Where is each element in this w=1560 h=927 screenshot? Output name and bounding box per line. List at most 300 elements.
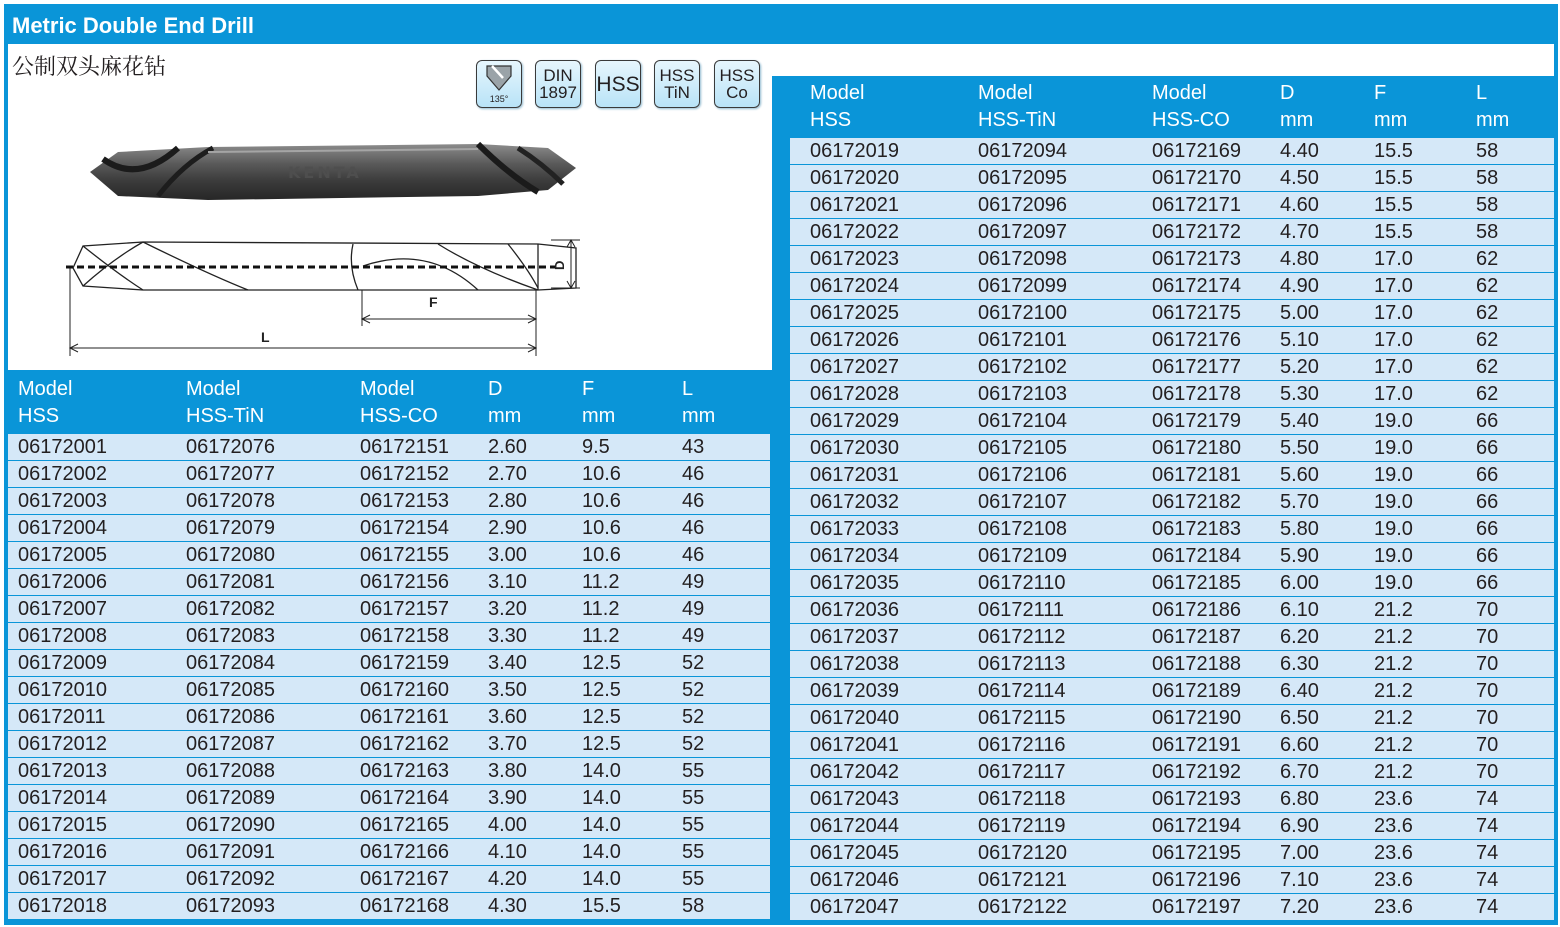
dimension-d-label: D [552,260,567,270]
cell-overall-length-l: 70 [1476,734,1499,756]
cell-model-hss-co: 06172182 [1152,491,1241,513]
cell-overall-length-l: 46 [682,517,705,539]
cell-model-hss: 06172030 [810,437,899,459]
table-row [8,758,770,785]
header-line: L [1476,82,1488,104]
cell-flute-length-f: 15.5 [1374,140,1413,162]
cell-model-hss-co: 06172183 [1152,518,1241,540]
cell-overall-length-l: 74 [1476,815,1499,837]
table-row [790,732,1554,759]
cell-model-hss: 06172038 [810,653,899,675]
cell-model-hss-tin: 06172094 [978,140,1067,162]
cell-model-hss-co: 06172185 [1152,572,1241,594]
header-model-hss-tin [186,376,264,430]
cell-model-hss-tin: 06172112 [978,626,1066,648]
cell-model-hss-co: 06172171 [1152,194,1241,216]
cell-diameter-d: 4.30 [488,895,527,917]
table-row [790,543,1554,570]
cell-flute-length-f: 14.0 [582,760,621,782]
cell-model-hss-tin: 06172121 [978,869,1067,891]
dimension-f-label: F [429,294,438,310]
cell-model-hss-tin: 06172103 [978,383,1067,405]
cell-overall-length-l: 62 [1476,248,1499,270]
cell-diameter-d: 5.90 [1280,545,1319,567]
cell-model-hss-co: 06172152 [360,463,449,485]
cell-diameter-d: 3.90 [488,787,527,809]
table-row [8,596,770,623]
cell-flute-length-f: 12.5 [582,706,621,728]
cell-flute-length-f: 21.2 [1374,653,1413,675]
cell-model-hss: 06172010 [18,679,107,701]
cell-model-hss-co: 06172173 [1152,248,1241,270]
cell-diameter-d: 7.20 [1280,896,1319,918]
cell-model-hss: 06172040 [810,707,899,729]
header-line: F [582,378,595,400]
cell-model-hss: 06172005 [18,544,107,566]
cell-overall-length-l: 46 [682,463,705,485]
cell-flute-length-f: 21.2 [1374,626,1413,648]
cell-model-hss-tin: 06172084 [186,652,275,674]
table-row [790,354,1554,381]
table-row [790,408,1554,435]
cell-overall-length-l: 55 [682,841,705,863]
cell-diameter-d: 6.80 [1280,788,1319,810]
table-row [790,246,1554,273]
cell-model-hss-co: 06172179 [1152,410,1241,432]
cell-model-hss-tin: 06172079 [186,517,275,539]
cell-flute-length-f: 12.5 [582,679,621,701]
cell-flute-length-f: 19.0 [1374,491,1413,513]
cell-overall-length-l: 70 [1476,626,1499,648]
cell-model-hss-tin: 06172087 [186,733,275,755]
cell-model-hss: 06172012 [18,733,107,755]
cell-model-hss: 06172003 [18,490,107,512]
cell-diameter-d: 6.60 [1280,734,1319,756]
cell-overall-length-l: 74 [1476,869,1499,891]
table-row [8,893,770,920]
cell-diameter-d: 5.70 [1280,491,1319,513]
cell-flute-length-f: 19.0 [1374,464,1413,486]
cell-overall-length-l: 66 [1476,437,1499,459]
header-line: HSS-CO [360,405,438,427]
cell-overall-length-l: 58 [1476,194,1499,216]
cell-model-hss: 06172035 [810,572,899,594]
table-row [8,785,770,812]
header-flute-length-f [582,376,615,430]
cell-model-hss-tin: 06172078 [186,490,275,512]
table-row [790,192,1554,219]
header-diameter-d [1280,80,1313,134]
cell-diameter-d: 4.50 [1280,167,1319,189]
cell-flute-length-f: 15.5 [1374,221,1413,243]
cell-diameter-d: 6.00 [1280,572,1319,594]
cell-model-hss-co: 06172196 [1152,869,1241,891]
cell-model-hss-co: 06172177 [1152,356,1241,378]
cell-overall-length-l: 62 [1476,383,1499,405]
cell-model-hss-co: 06172195 [1152,842,1241,864]
cell-flute-length-f: 23.6 [1374,788,1413,810]
cell-model-hss-co: 06172160 [360,679,449,701]
cell-model-hss-co: 06172151 [360,436,449,458]
cell-model-hss-tin: 06172110 [978,572,1066,594]
cell-diameter-d: 5.50 [1280,437,1319,459]
cell-flute-length-f: 15.5 [1374,194,1413,216]
table-row [790,327,1554,354]
cell-flute-length-f: 14.0 [582,841,621,863]
cell-model-hss-co: 06172162 [360,733,449,755]
table-row [8,434,770,461]
table-row [790,705,1554,732]
cell-model-hss: 06172004 [18,517,107,539]
cell-overall-length-l: 58 [1476,221,1499,243]
cell-model-hss-tin: 06172114 [978,680,1066,702]
header-line: L [682,378,694,400]
cell-diameter-d: 5.80 [1280,518,1319,540]
cell-overall-length-l: 66 [1476,491,1499,513]
cell-flute-length-f: 23.6 [1374,842,1413,864]
table-header [790,76,1554,136]
cell-model-hss: 06172042 [810,761,899,783]
cell-model-hss: 06172006 [18,571,107,593]
cell-diameter-d: 5.10 [1280,329,1319,351]
cell-model-hss-co: 06172158 [360,625,449,647]
hss-co-line2: Co [726,83,748,102]
cell-overall-length-l: 55 [682,868,705,890]
table-body [8,434,770,920]
cell-model-hss-tin: 06172111 [978,599,1065,621]
cell-model-hss-tin: 06172098 [978,248,1067,270]
cell-model-hss-tin: 06172101 [978,329,1067,351]
cell-overall-length-l: 66 [1476,464,1499,486]
header-model-hss-co [360,376,438,430]
table-row [790,381,1554,408]
header-spacer [772,44,1554,76]
header-line: Model [360,378,415,400]
cell-model-hss-tin: 06172116 [978,734,1066,756]
cell-overall-length-l: 66 [1476,410,1499,432]
cell-diameter-d: 3.70 [488,733,527,755]
cell-model-hss-tin: 06172089 [186,787,275,809]
header-line: Model [18,378,73,400]
cell-diameter-d: 3.00 [488,544,527,566]
cell-model-hss: 06172047 [810,896,899,918]
cell-model-hss: 06172013 [18,760,107,782]
cell-overall-length-l: 74 [1476,896,1499,918]
cell-model-hss: 06172023 [810,248,899,270]
table-row [8,812,770,839]
table-row [790,219,1554,246]
table-row [790,894,1554,921]
cell-flute-length-f: 14.0 [582,787,621,809]
cell-model-hss-co: 06172165 [360,814,449,836]
cell-overall-length-l: 52 [682,706,705,728]
cell-model-hss: 06172046 [810,869,899,891]
cell-model-hss: 06172019 [810,140,899,162]
table-row [790,273,1554,300]
cell-overall-length-l: 66 [1476,545,1499,567]
table-row [8,704,770,731]
cell-flute-length-f: 21.2 [1374,680,1413,702]
cell-overall-length-l: 52 [682,652,705,674]
table-row [8,515,770,542]
cell-model-hss: 06172015 [18,814,107,836]
table-row [8,839,770,866]
table-row [790,867,1554,894]
header-line: mm [1374,109,1408,131]
table-row [790,489,1554,516]
hss-tin-line1: HSS [659,66,695,85]
cell-overall-length-l: 49 [682,571,705,593]
table-row [8,461,770,488]
cell-model-hss-tin: 06172097 [978,221,1067,243]
cell-model-hss: 06172011 [18,706,106,728]
table-row [8,677,770,704]
left-spec-table [8,372,770,925]
hss-co-line1: HSS [719,66,755,85]
header-line: F [1374,82,1387,104]
cell-overall-length-l: 66 [1476,518,1499,540]
cell-diameter-d: 7.00 [1280,842,1319,864]
header-line: mm [682,405,716,427]
drill-diagram [8,44,772,370]
cell-flute-length-f: 19.0 [1374,572,1413,594]
cell-diameter-d: 4.80 [1280,248,1319,270]
cell-model-hss: 06172025 [810,302,899,324]
header-overall-length-l [682,376,715,430]
cell-model-hss: 06172036 [810,599,899,621]
cell-model-hss-co: 06172180 [1152,437,1241,459]
cell-model-hss-co: 06172163 [360,760,449,782]
cell-model-hss: 06172022 [810,221,899,243]
cell-model-hss-co: 06172176 [1152,329,1241,351]
table-row [8,488,770,515]
cell-model-hss-tin: 06172080 [186,544,275,566]
header-line: mm [488,405,522,427]
table-row [790,678,1554,705]
cell-diameter-d: 6.50 [1280,707,1319,729]
cell-overall-length-l: 55 [682,760,705,782]
cell-model-hss-tin: 06172085 [186,679,275,701]
cell-model-hss-co: 06172194 [1152,815,1241,837]
cell-model-hss-tin: 06172086 [186,706,275,728]
cell-model-hss: 06172001 [18,436,107,458]
cell-model-hss-co: 06172161 [360,706,449,728]
cell-model-hss-tin: 06172109 [978,545,1067,567]
hss-label: HSS [596,72,640,96]
cell-flute-length-f: 14.0 [582,868,621,890]
cell-flute-length-f: 19.0 [1374,437,1413,459]
cell-model-hss-co: 06172191 [1152,734,1241,756]
cell-model-hss: 06172044 [810,815,899,837]
cell-model-hss-tin: 06172117 [978,761,1066,783]
header-diameter-d [488,376,521,430]
cell-diameter-d: 6.90 [1280,815,1319,837]
cell-model-hss-tin: 06172106 [978,464,1067,486]
cell-flute-length-f: 21.2 [1374,707,1413,729]
cell-diameter-d: 4.60 [1280,194,1319,216]
cell-model-hss-tin: 06172092 [186,868,275,890]
cell-diameter-d: 4.70 [1280,221,1319,243]
cell-model-hss: 06172032 [810,491,899,513]
cell-diameter-d: 6.20 [1280,626,1319,648]
table-row [790,570,1554,597]
cell-model-hss: 06172002 [18,463,107,485]
header-line: Model [186,378,241,400]
header-line: Model [978,82,1033,104]
cell-model-hss-tin: 06172077 [186,463,275,485]
cell-flute-length-f: 21.2 [1374,599,1413,621]
cell-overall-length-l: 62 [1476,329,1499,351]
cell-model-hss-co: 06172174 [1152,275,1241,297]
cell-model-hss-tin: 06172107 [978,491,1067,513]
cell-flute-length-f: 19.0 [1374,518,1413,540]
cell-model-hss-tin: 06172113 [978,653,1066,675]
cell-model-hss-tin: 06172102 [978,356,1067,378]
cell-overall-length-l: 74 [1476,842,1499,864]
cell-model-hss-co: 06172154 [360,517,449,539]
cell-diameter-d: 3.60 [488,706,527,728]
header-line: D [1280,82,1295,104]
cell-flute-length-f: 21.2 [1374,734,1413,756]
table-row [8,569,770,596]
cell-model-hss-tin: 06172081 [186,571,275,593]
table-row [790,759,1554,786]
cell-flute-length-f: 17.0 [1374,248,1413,270]
cell-diameter-d: 5.20 [1280,356,1319,378]
cell-diameter-d: 6.40 [1280,680,1319,702]
cell-flute-length-f: 17.0 [1374,329,1413,351]
cell-flute-length-f: 17.0 [1374,302,1413,324]
cell-diameter-d: 3.20 [488,598,527,620]
table-row [790,165,1554,192]
cell-flute-length-f: 10.6 [582,544,621,566]
table-row [8,731,770,758]
cell-model-hss-co: 06172192 [1152,761,1241,783]
table-row [790,786,1554,813]
cell-overall-length-l: 66 [1476,572,1499,594]
cell-overall-length-l: 55 [682,814,705,836]
cell-overall-length-l: 70 [1476,599,1499,621]
table-header [8,372,770,432]
cell-model-hss: 06172041 [810,734,899,756]
cell-model-hss: 06172009 [18,652,107,674]
cell-overall-length-l: 49 [682,598,705,620]
header-model-hss-tin [978,80,1056,134]
header-model-hss-co [1152,80,1230,134]
cell-flute-length-f: 14.0 [582,814,621,836]
header-line: HSS [810,109,852,131]
cell-model-hss-tin: 06172095 [978,167,1067,189]
cell-flute-length-f: 23.6 [1374,869,1413,891]
cell-model-hss-co: 06172157 [360,598,449,620]
cell-model-hss-co: 06172186 [1152,599,1241,621]
cell-model-hss-tin: 06172118 [978,788,1066,810]
cell-model-hss-tin: 06172100 [978,302,1067,324]
cell-model-hss-tin: 06172115 [978,707,1066,729]
cell-diameter-d: 5.30 [1280,383,1319,405]
cell-model-hss-co: 06172166 [360,841,449,863]
table-row [8,623,770,650]
cell-flute-length-f: 10.6 [582,463,621,485]
cell-diameter-d: 6.70 [1280,761,1319,783]
cell-overall-length-l: 74 [1476,788,1499,810]
header-overall-length-l [1476,80,1509,134]
cell-model-hss-co: 06172184 [1152,545,1241,567]
table-row [8,650,770,677]
cell-model-hss: 06172033 [810,518,899,540]
cell-model-hss-tin: 06172122 [978,896,1067,918]
page-title: Metric Double End Drill [12,13,255,38]
table-row [790,516,1554,543]
cell-model-hss-co: 06172167 [360,868,449,890]
cell-diameter-d: 2.90 [488,517,527,539]
table-row [790,138,1554,165]
cell-model-hss-co: 06172193 [1152,788,1241,810]
cell-model-hss-tin: 06172093 [186,895,275,917]
cell-model-hss: 06172020 [810,167,899,189]
cell-model-hss: 06172029 [810,410,899,432]
table-row [790,435,1554,462]
cell-diameter-d: 4.90 [1280,275,1319,297]
cell-model-hss: 06172016 [18,841,107,863]
cell-overall-length-l: 58 [682,895,705,917]
cell-overall-length-l: 43 [682,436,705,458]
header-line: HSS-CO [1152,109,1230,131]
cell-overall-length-l: 62 [1476,356,1499,378]
cell-model-hss: 06172024 [810,275,899,297]
cell-flute-length-f: 11.2 [582,571,620,593]
angle-label: 135° [489,94,509,104]
cell-model-hss: 06172026 [810,329,899,351]
cell-model-hss-co: 06172189 [1152,680,1241,702]
cell-diameter-d: 3.50 [488,679,527,701]
cell-model-hss: 06172014 [18,787,107,809]
cell-model-hss: 06172021 [810,194,899,216]
cell-model-hss-co: 06172187 [1152,626,1241,648]
header-line: HSS-TiN [186,405,265,427]
header-flute-length-f [1374,80,1407,134]
cell-diameter-d: 3.30 [488,625,527,647]
cell-overall-length-l: 62 [1476,275,1499,297]
cell-flute-length-f: 17.0 [1374,275,1413,297]
cell-model-hss-co: 06172170 [1152,167,1241,189]
cell-model-hss-co: 06172164 [360,787,449,809]
cell-model-hss-tin: 06172082 [186,598,275,620]
cell-model-hss-tin: 06172119 [978,815,1066,837]
cell-flute-length-f: 21.2 [1374,761,1413,783]
table-row [790,651,1554,678]
cell-model-hss-tin: 06172090 [186,814,275,836]
cell-diameter-d: 3.80 [488,760,527,782]
header-line: HSS [18,405,60,427]
cell-model-hss-co: 06172181 [1152,464,1241,486]
cell-model-hss-co: 06172178 [1152,383,1241,405]
cell-overall-length-l: 52 [682,733,705,755]
cell-flute-length-f: 17.0 [1374,383,1413,405]
hss-tin-line2: TiN [664,83,690,102]
cell-model-hss-co: 06172153 [360,490,449,512]
cell-model-hss-co: 06172155 [360,544,449,566]
cell-diameter-d: 2.60 [488,436,527,458]
cell-overall-length-l: 70 [1476,761,1499,783]
cell-model-hss: 06172007 [18,598,107,620]
cell-overall-length-l: 46 [682,544,705,566]
cell-overall-length-l: 62 [1476,302,1499,324]
header-line: D [488,378,503,400]
cell-diameter-d: 2.80 [488,490,527,512]
cell-flute-length-f: 19.0 [1374,545,1413,567]
right-spec-table [790,76,1554,925]
